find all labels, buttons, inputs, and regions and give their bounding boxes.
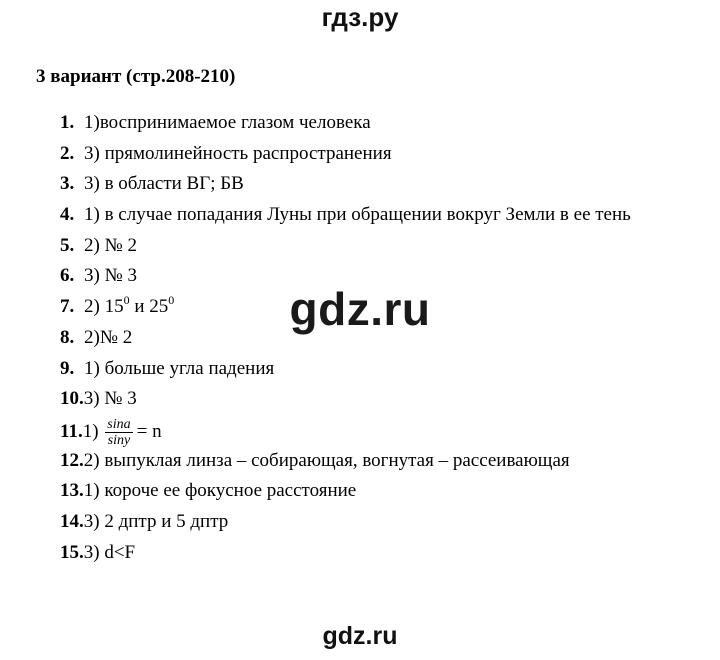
answer-item [60, 141, 631, 172]
answer-text: 1)воспринимаемое глазом человека [84, 112, 371, 133]
answer-item [60, 509, 631, 540]
answer-item [60, 356, 631, 387]
answer-number: 12. [60, 449, 84, 471]
site-header-logo: гдз.ру [321, 2, 399, 32]
answer-text: 1) больше угла падения [84, 357, 275, 379]
answer-number: 4. [60, 204, 75, 226]
answer-item [60, 540, 631, 571]
answer-item [60, 448, 631, 479]
answer-number: 15. [60, 541, 84, 563]
answer-number: 2. [60, 142, 75, 164]
answer-text: 2) выпуклая линза – собирающая, вогнутая – рассеивающая [83, 449, 570, 471]
answer-number: 7. [60, 296, 75, 318]
answer-text: 3) d<F [83, 541, 136, 563]
answer-text-prefix: 1) [82, 420, 104, 442]
answer-item [60, 417, 631, 448]
answer-number: 14. [60, 510, 84, 532]
answer-number: 13. [60, 480, 84, 502]
answer-text: 3) № 3 [84, 265, 137, 287]
answer-text: 2) № 2 [84, 234, 137, 256]
answer-text: 1) короче ее фокусное расстояние [83, 480, 357, 502]
answer-number: 11. [60, 420, 83, 442]
answer-text-suffix: = n [136, 420, 162, 442]
fraction [105, 417, 132, 448]
answer-number: 1. [60, 112, 75, 133]
answer-text: 3) прямолинейность распространения [84, 142, 392, 164]
fraction-numerator: sina [107, 416, 131, 432]
answer-item [60, 386, 631, 417]
answer-text: 3) № 3 [83, 388, 137, 410]
answer-item [60, 233, 631, 264]
variant-title: 3 вариант (стр.208-210) [36, 66, 236, 87]
answer-item [60, 110, 631, 141]
answer-number: 10. [60, 388, 84, 410]
answer-number: 3. [60, 173, 75, 195]
site-footer-logo: gdz.ru [322, 622, 398, 650]
answer-item [60, 202, 631, 233]
answer-number: 9. [60, 357, 75, 379]
answer-text: 2)№ 2 [84, 326, 133, 348]
answer-item [60, 171, 631, 202]
degree-superscript: 0 [123, 293, 130, 308]
answer-number: 8. [60, 326, 75, 348]
degree-superscript: 0 [168, 293, 175, 308]
answer-text-middle: и 25 [129, 296, 169, 318]
answer-text: 3) 2 дптр и 5 дптр [83, 510, 229, 532]
answer-number: 6. [60, 265, 75, 287]
fraction-denominator: siny [107, 432, 131, 448]
answer-text: 1) в случае попадания Луны при обращении вокруг Земли в ее тень [84, 204, 631, 226]
watermark-logo: gdz.ru [289, 283, 431, 335]
answer-list [60, 110, 631, 570]
answer-text: 3) в области ВГ; БВ [84, 173, 244, 195]
answer-item [60, 478, 631, 509]
answer-text-prefix: 2) 15 [84, 296, 124, 318]
answer-number: 5. [60, 234, 75, 256]
